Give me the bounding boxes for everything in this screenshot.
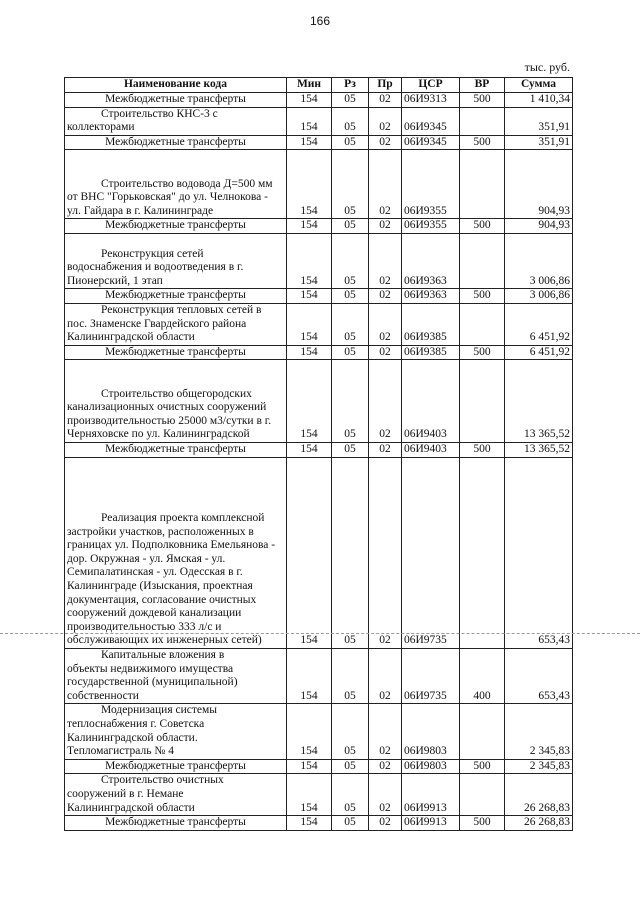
name-line: Модернизация системы	[101, 704, 217, 717]
name-line: объекты недвижимого имущества	[67, 662, 234, 675]
scan-fold-line	[0, 633, 640, 634]
cell-pr: 02	[369, 93, 402, 108]
name-line: производительностью 333 л/с и	[67, 620, 222, 633]
name-line: от ВНС "Горьковская" до ул. Челнокова -	[67, 191, 268, 204]
header-min: Мин	[287, 78, 332, 93]
cell-min: 154	[287, 289, 332, 304]
cell-rz: 05	[332, 759, 369, 774]
cell-csr: 06И9803	[402, 704, 460, 759]
cell-min: 154	[287, 816, 332, 831]
table-row	[65, 219, 573, 234]
cell-name	[65, 816, 287, 831]
name-line: Строительство водовода Д=500 мм	[101, 177, 273, 190]
cell-min: 154	[287, 759, 332, 774]
cell-name	[65, 704, 287, 759]
name-line: Тепломагистраль № 4	[67, 745, 174, 758]
cell-name	[65, 457, 287, 648]
cell-pr: 02	[369, 774, 402, 816]
cell-min: 154	[287, 303, 332, 345]
cell-name	[65, 774, 287, 816]
cell-name	[65, 648, 287, 703]
cell-rz: 05	[332, 303, 369, 345]
name-line: документация, согласование очистных	[67, 593, 257, 606]
name-line: пос. Знаменске Гвардейского района	[67, 317, 247, 330]
cell-pr: 02	[369, 345, 402, 360]
page-number: 166	[309, 14, 331, 28]
cell-rz: 05	[332, 107, 369, 135]
table-row	[65, 360, 573, 443]
name-line: Калининградской области.	[67, 731, 198, 744]
cell-name	[65, 303, 287, 345]
cell-vr	[460, 457, 505, 648]
cell-pr: 02	[369, 150, 402, 219]
table-row	[65, 816, 573, 831]
cell-name	[65, 345, 287, 360]
cell-vr	[460, 360, 505, 443]
cell-csr: 06И9313	[402, 93, 460, 108]
name-line: ул. Гайдара в г. Калининграде	[67, 204, 214, 217]
cell-vr: 500	[460, 219, 505, 234]
cell-sum: 13 365,52	[505, 442, 573, 457]
table-row	[65, 759, 573, 774]
name-line: обслуживающих их инженерных сетей)	[67, 634, 262, 647]
cell-pr: 02	[369, 704, 402, 759]
table-row	[65, 233, 573, 288]
cell-pr: 02	[369, 233, 402, 288]
cell-rz: 05	[332, 360, 369, 443]
header-csr: ЦСР	[402, 78, 460, 93]
cell-rz: 05	[332, 345, 369, 360]
name-line: коллекторами	[67, 121, 135, 134]
cell-csr: 06И9363	[402, 289, 460, 304]
budget-table	[64, 77, 573, 831]
name-line: Строительство очистных	[101, 774, 224, 787]
name-line: Межбюджетные трансферты	[105, 219, 246, 232]
name-line: Черняховске по ул. Калининградской	[67, 428, 250, 441]
cell-pr: 02	[369, 442, 402, 457]
name-line: собственности	[67, 689, 139, 702]
table-row	[65, 107, 573, 135]
cell-vr	[460, 150, 505, 219]
cell-csr: 06И9735	[402, 457, 460, 648]
name-line: Межбюджетные трансферты	[105, 345, 246, 358]
table-row	[65, 303, 573, 345]
cell-rz: 05	[332, 704, 369, 759]
cell-min: 154	[287, 704, 332, 759]
cell-vr: 500	[460, 345, 505, 360]
cell-sum: 13 365,52	[505, 360, 573, 443]
cell-sum: 653,43	[505, 457, 573, 648]
cell-sum: 2 345,83	[505, 704, 573, 759]
cell-name	[65, 289, 287, 304]
table-row	[65, 150, 573, 219]
name-line: Капитальные вложения в	[101, 648, 225, 661]
cell-pr: 02	[369, 219, 402, 234]
name-line: Межбюджетные трансферты	[105, 135, 246, 148]
cell-name	[65, 150, 287, 219]
name-line: застройки участков, расположенных в	[67, 525, 254, 538]
cell-name	[65, 135, 287, 150]
table-row	[65, 93, 573, 108]
header-sum: Сумма	[505, 78, 573, 93]
cell-csr: 06И9385	[402, 345, 460, 360]
name-line: государственной (муниципальной)	[67, 676, 238, 689]
name-line: границах ул. Подполковника Емельянова -	[67, 539, 276, 552]
cell-sum: 904,93	[505, 219, 573, 234]
name-line: производительностью 25000 м3/сутки в г.	[67, 414, 272, 427]
cell-rz: 05	[332, 93, 369, 108]
cell-name	[65, 442, 287, 457]
cell-csr: 06И9735	[402, 648, 460, 703]
cell-rz: 05	[332, 816, 369, 831]
cell-rz: 05	[332, 442, 369, 457]
cell-pr: 02	[369, 759, 402, 774]
cell-sum: 653,43	[505, 648, 573, 703]
cell-sum: 26 268,83	[505, 816, 573, 831]
name-line: дор. Окружная - ул. Ямская - ул.	[67, 552, 226, 565]
cell-name	[65, 93, 287, 108]
cell-csr: 06И9355	[402, 219, 460, 234]
cell-vr	[460, 233, 505, 288]
name-line: Строительство общегородских	[101, 387, 252, 400]
cell-sum: 904,93	[505, 150, 573, 219]
cell-vr: 500	[460, 135, 505, 150]
cell-sum: 3 006,86	[505, 289, 573, 304]
cell-rz: 05	[332, 150, 369, 219]
cell-min: 154	[287, 93, 332, 108]
cell-rz: 05	[332, 219, 369, 234]
cell-vr: 400	[460, 648, 505, 703]
cell-rz: 05	[332, 289, 369, 304]
cell-vr	[460, 774, 505, 816]
cell-csr: 06И9345	[402, 107, 460, 135]
table-row	[65, 648, 573, 703]
name-line: Калининградской области	[67, 801, 195, 814]
header-vr: ВР	[460, 78, 505, 93]
cell-min: 154	[287, 135, 332, 150]
table-header-row	[65, 78, 573, 93]
cell-csr: 06И9345	[402, 135, 460, 150]
cell-vr: 500	[460, 816, 505, 831]
cell-pr: 02	[369, 289, 402, 304]
cell-rz: 05	[332, 135, 369, 150]
cell-sum: 6 451,92	[505, 345, 573, 360]
cell-sum: 2 345,83	[505, 759, 573, 774]
name-line: Реконструкция тепловых сетей в	[101, 303, 262, 316]
name-line: Межбюджетные трансферты	[105, 442, 246, 455]
cell-sum: 26 268,83	[505, 774, 573, 816]
cell-sum: 3 006,86	[505, 233, 573, 288]
cell-min: 154	[287, 150, 332, 219]
name-line: Межбюджетные трансферты	[105, 93, 246, 105]
name-line: Семипалатинская - ул. Одесская в г.	[67, 566, 243, 579]
cell-sum: 351,91	[505, 135, 573, 150]
cell-sum: 351,91	[505, 107, 573, 135]
cell-pr: 02	[369, 135, 402, 150]
cell-min: 154	[287, 360, 332, 443]
cell-min: 154	[287, 442, 332, 457]
name-line: Пионерский, 1 этап	[67, 274, 163, 287]
cell-min: 154	[287, 648, 332, 703]
name-line: Межбюджетные трансферты	[105, 816, 246, 829]
cell-vr: 500	[460, 93, 505, 108]
cell-csr: 06И9913	[402, 816, 460, 831]
header-rz: Рз	[332, 78, 369, 93]
table-row	[65, 774, 573, 816]
cell-name	[65, 759, 287, 774]
cell-csr: 06И9385	[402, 303, 460, 345]
units-label: тыс. руб.	[524, 60, 570, 74]
cell-sum: 6 451,92	[505, 303, 573, 345]
cell-min: 154	[287, 345, 332, 360]
cell-vr: 500	[460, 759, 505, 774]
cell-rz: 05	[332, 457, 369, 648]
cell-min: 154	[287, 774, 332, 816]
cell-name	[65, 219, 287, 234]
name-line: сооружений в г. Немане	[67, 787, 184, 800]
name-line	[67, 164, 284, 178]
name-line: Реконструкция сетей	[101, 247, 204, 260]
cell-pr: 02	[369, 457, 402, 648]
name-line: Калининградской области	[67, 331, 195, 344]
table-row	[65, 457, 573, 648]
cell-vr: 500	[460, 289, 505, 304]
cell-csr: 06И9363	[402, 233, 460, 288]
cell-pr: 02	[369, 107, 402, 135]
cell-name	[65, 233, 287, 288]
cell-csr: 06И9403	[402, 442, 460, 457]
table-row	[65, 345, 573, 360]
cell-pr: 02	[369, 648, 402, 703]
cell-vr: 500	[460, 442, 505, 457]
cell-sum: 1 410,34	[505, 93, 573, 108]
cell-min: 154	[287, 233, 332, 288]
cell-rz: 05	[332, 233, 369, 288]
header-name: Наименование кода	[65, 78, 287, 93]
name-line: водоснабжения и водоотведения в г.	[67, 261, 244, 274]
cell-min: 154	[287, 107, 332, 135]
cell-min: 154	[287, 457, 332, 648]
cell-min: 154	[287, 219, 332, 234]
name-line: теплоснабжения г. Советска	[67, 717, 205, 730]
table-row	[65, 442, 573, 457]
table-row	[65, 135, 573, 150]
cell-pr: 02	[369, 303, 402, 345]
cell-rz: 05	[332, 774, 369, 816]
cell-vr	[460, 107, 505, 135]
cell-csr: 06И9355	[402, 150, 460, 219]
cell-pr: 02	[369, 360, 402, 443]
name-line: Реализация проекта комплексной	[101, 511, 265, 524]
header-pr: Пр	[369, 78, 402, 93]
name-line: Межбюджетные трансферты	[105, 759, 246, 772]
cell-name	[65, 107, 287, 135]
cell-csr: 06И9913	[402, 774, 460, 816]
cell-vr	[460, 704, 505, 759]
name-line: Строительство КНС-3 с	[101, 107, 218, 120]
table-row	[65, 704, 573, 759]
name-line: Межбюджетные трансферты	[105, 289, 246, 302]
cell-csr: 06И9803	[402, 759, 460, 774]
name-line: сооружений дождевой канализации	[67, 607, 242, 620]
name-line: канализационных очистных сооружений	[67, 401, 267, 414]
cell-rz: 05	[332, 648, 369, 703]
table-row	[65, 289, 573, 304]
cell-csr: 06И9403	[402, 360, 460, 443]
cell-vr	[460, 303, 505, 345]
name-line	[67, 374, 284, 388]
cell-name	[65, 360, 287, 443]
cell-pr: 02	[369, 816, 402, 831]
name-line: Калининграде (Изыскания, проектная	[67, 579, 253, 592]
